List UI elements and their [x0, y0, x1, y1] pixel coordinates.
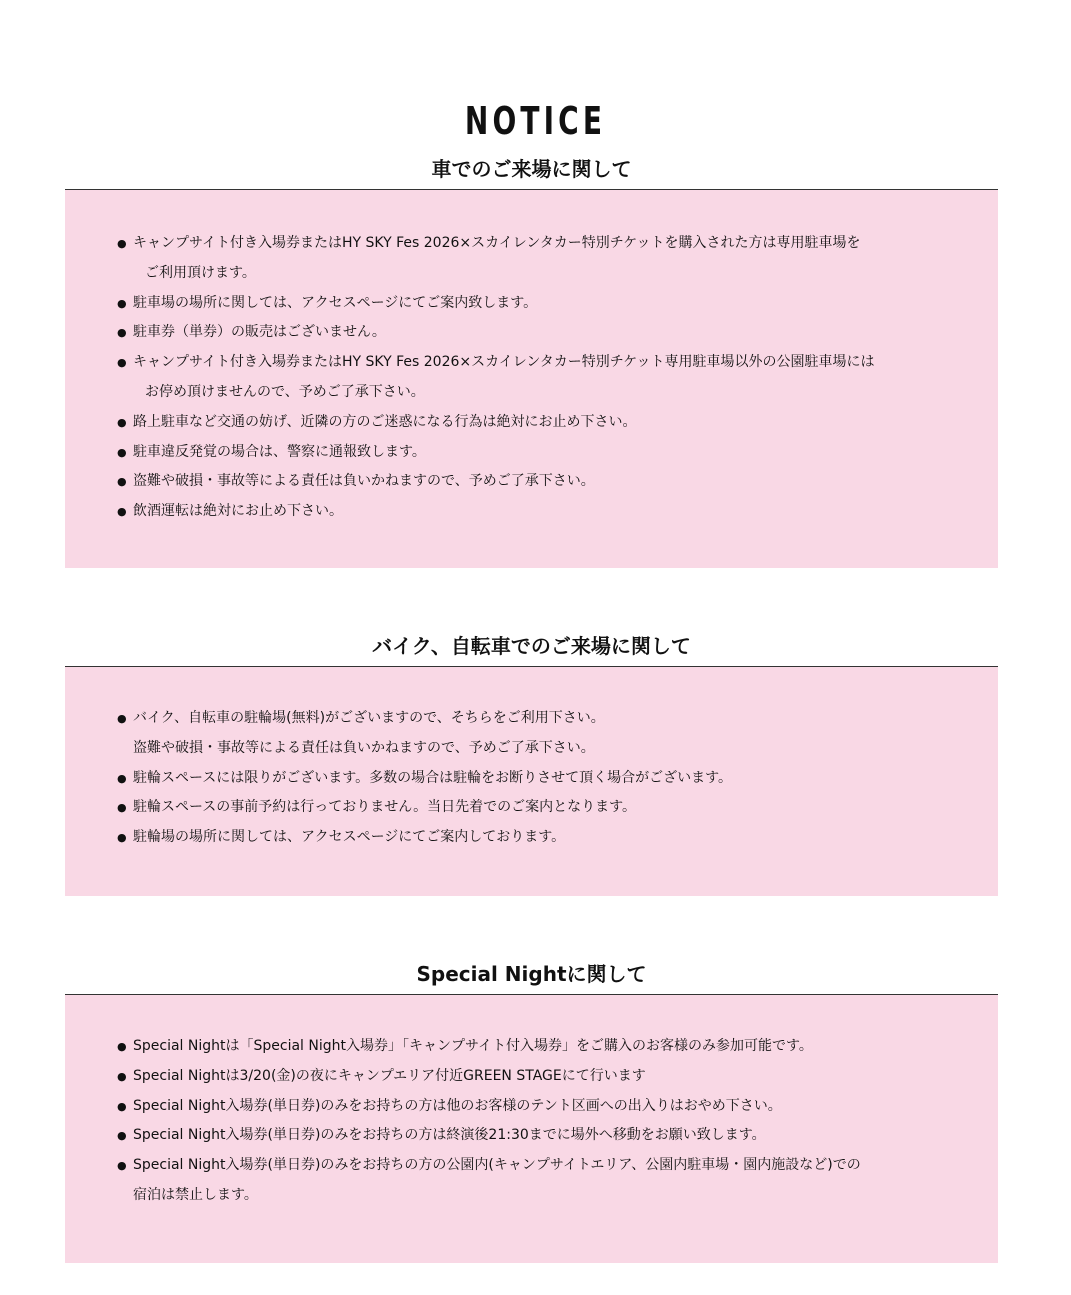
- page-title: NOTICE: [464, 99, 607, 144]
- list-item: [117, 1151, 958, 1211]
- list-item: [117, 408, 958, 438]
- list-item-text: 駐輪スペースの事前予約は行っておりません。当日先着でのご案内となります。: [133, 799, 637, 816]
- list-item: [117, 793, 958, 823]
- list-item-text: Special Night入場券(単日券)のみをお持ちの方は他のお客様のテント区画への出入りはおやめ下さい。: [133, 1097, 782, 1114]
- section-heading: 車でのご来場に関して: [65, 155, 998, 190]
- list-item-text: Special Night入場券(単日券)のみをお持ちの方の公園内(キャンプサイトエリア、公園内駐車場・園内施設など)での: [133, 1157, 861, 1174]
- list-item: [117, 823, 958, 853]
- bullet-icon: ●: [117, 1099, 127, 1113]
- list-item-text: 盗難や破損・事故等による責任は負いかねますので、予めご了承下さい。: [133, 473, 595, 490]
- list-item: [117, 1121, 958, 1151]
- list-item-text: 駐輪場の場所に関しては、アクセスページにてご案内しております。: [133, 829, 566, 846]
- list-item-text: Special Night入場券(単日券)のみをお持ちの方は終演後21:30までに場外へ移動をお願い致します。: [133, 1127, 766, 1144]
- list-item-text-continued: お停め頂けませんので、予めご了承下さい。: [145, 383, 425, 400]
- bullet-icon: ●: [117, 505, 127, 519]
- list-item-text: バイク、自転車の駐輪場(無料)がございますので、そちらをご利用下さい。: [133, 710, 605, 726]
- bullet-icon: ●: [117, 356, 127, 370]
- list-item-text: Special Nightは3/20(金)の夜にキャンプエリア付近GREEN STAGEにて行います: [133, 1067, 646, 1084]
- bullet-icon: ●: [117, 1159, 127, 1173]
- bullet-icon: ●: [117, 237, 127, 250]
- bullet-icon: ●: [117, 415, 127, 429]
- list-item: [117, 1092, 958, 1122]
- bullet-icon: ●: [117, 1069, 127, 1083]
- notice-list: [117, 1032, 958, 1211]
- list-item: [117, 1032, 958, 1062]
- list-item: [117, 438, 958, 468]
- list-item: [117, 467, 958, 497]
- notice-box: [65, 667, 998, 896]
- notice-list: [117, 229, 958, 527]
- section-car-access: [65, 155, 998, 568]
- list-item: [117, 764, 958, 794]
- bullet-icon: ●: [117, 445, 127, 459]
- list-item: [117, 229, 958, 289]
- list-item: [117, 318, 958, 348]
- bullet-icon: ●: [117, 712, 127, 725]
- section-heading: Special Nightに関して: [65, 960, 998, 995]
- list-item-text-continued: 宿泊は禁止します。: [133, 1186, 258, 1203]
- list-item-text: Special Nightは「Special Night入場券」「キャンプサイト付入場券」をご購入のお客様のみ参加可能です。: [133, 1038, 813, 1054]
- section-heading: バイク、自転車でのご来場に関して: [65, 632, 998, 667]
- list-item-text: 駐車券（単券）の販売はございません。: [133, 324, 386, 341]
- section-bike-access: [65, 632, 998, 896]
- list-item: [117, 1062, 958, 1092]
- list-item-text: 飲酒運転は絶対にお止め下さい。: [133, 503, 343, 520]
- list-item: [117, 704, 958, 764]
- bullet-icon: ●: [117, 801, 127, 815]
- bullet-icon: ●: [117, 1129, 127, 1143]
- notice-box: [65, 995, 998, 1263]
- list-item-text: 駐輪スペースには限りがございます。多数の場合は駐輪をお断りさせて頂く場合がございます。: [133, 769, 733, 786]
- notice-box: [65, 190, 998, 568]
- bullet-icon: ●: [117, 1040, 127, 1053]
- list-item-text: キャンプサイト付き入場券またはHY SKY Fes 2026×スカイレンタカー特別チケット専用駐車場以外の公園駐車場には: [133, 354, 875, 371]
- bullet-icon: ●: [117, 475, 127, 489]
- list-item-text: 駐車違反発覚の場合は、警察に通報致します。: [133, 443, 426, 460]
- list-item: [117, 348, 958, 408]
- list-item-text-continued: 盗難や破損・事故等による責任は負いかねますので、予めご了承下さい。: [133, 739, 595, 756]
- list-item: [117, 497, 958, 527]
- bullet-icon: ●: [117, 296, 127, 310]
- section-special-night: [65, 960, 998, 1263]
- notice-list: [117, 704, 958, 853]
- list-item-text: 駐車場の場所に関しては、アクセスページにてご案内致します。: [133, 294, 538, 311]
- bullet-icon: ●: [117, 771, 127, 785]
- bullet-icon: ●: [117, 326, 127, 340]
- list-item: [117, 289, 958, 319]
- list-item-text: 路上駐車など交通の妨げ、近隣の方のご迷惑になる行為は絶対にお止め下さい。: [133, 413, 637, 430]
- list-item-text: キャンプサイト付き入場券またはHY SKY Fes 2026×スカイレンタカー特別チケットを購入された方は専用駐車場を: [133, 235, 861, 251]
- list-item-text-continued: ご利用頂けます。: [145, 264, 256, 281]
- bullet-icon: ●: [117, 831, 127, 845]
